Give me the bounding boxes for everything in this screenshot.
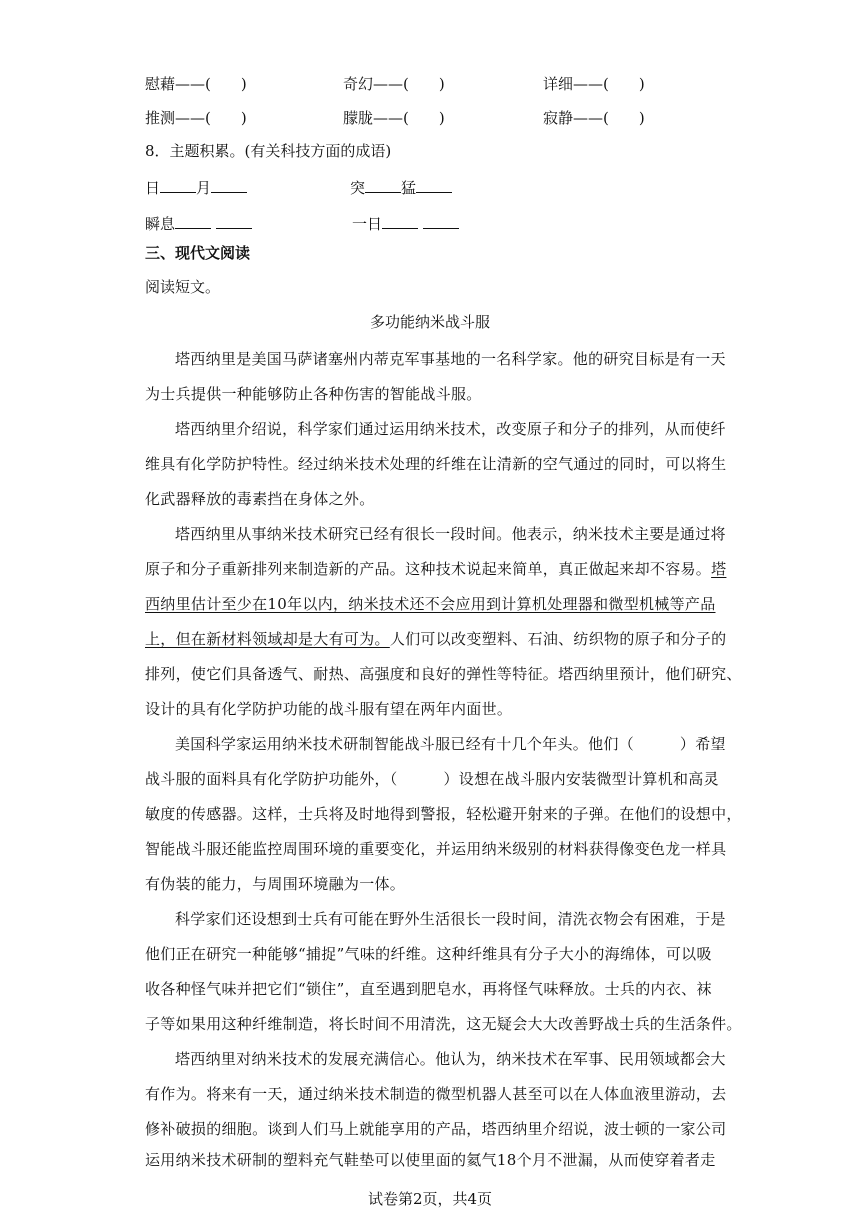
fill-blank[interactable] [160, 178, 196, 193]
idiom-char: 日 [145, 179, 161, 197]
synonym-word: 推测 [145, 109, 176, 127]
idiom-char: 猛 [401, 179, 417, 197]
passage-line: 运用纳米技术研制的塑料充气鞋垫可以使里面的氦气18个月不泄漏，从而使穿着者走 [145, 1151, 716, 1169]
synonym-word: 详细 [543, 75, 574, 93]
synonym-dash: —— [573, 75, 604, 93]
synonym-word: 慰藉 [145, 75, 176, 93]
idiom-blank-3 [145, 213, 252, 234]
passage-line: 有作为。将来有一天，通过纳米技术制造的微型机器人甚至可以在人体血液里游动，去 [145, 1085, 727, 1103]
passage-line: 为士兵提供一种能够防止各种伤害的智能战斗服。 [145, 385, 482, 403]
passage-line: 美国科学家运用纳米技术研制智能战斗服已经有十几个年头。他们（ ）希望 [175, 735, 726, 753]
passage-line: 他们正在研究一种能够“捕捉”气味的纤维。这种纤维具有分子大小的海绵体，可以吸 [145, 945, 712, 963]
passage-line: 排列，使它们具备透气、耐热、高强度和良好的弹性等特征。塔西纳里预计，他们研究、 [145, 665, 742, 683]
reading-instruction: 阅读短文。 [145, 278, 221, 296]
answer-paren[interactable]: ( ) [205, 75, 247, 93]
answer-paren[interactable]: ( ) [403, 109, 445, 127]
passage-line: 战斗服的面料具有化学防护功能外，（ ）设想在战斗服内安装微型计算机和高灵 [145, 770, 719, 788]
passage-line: 智能战斗服还能监控周围环境的重要变化，并运用纳米级别的材料获得像变色龙一样具 [145, 840, 727, 858]
idiom-blank-2 [350, 177, 452, 198]
passage-line: 塔西纳里介绍说，科学家们通过运用纳米技术，改变原子和分子的排列，从而使纤 [175, 420, 726, 438]
passage-line: 塔西纳里对纳米技术的发展充满信心。他认为，纳米技术在军事、民用领域都会大 [175, 1050, 726, 1068]
fill-blank[interactable] [365, 178, 401, 193]
synonym-dash: —— [373, 75, 404, 93]
idiom-char: 月 [196, 179, 212, 197]
synonym-dash: —— [175, 109, 206, 127]
fill-blank[interactable] [216, 214, 252, 229]
synonym-item [343, 107, 445, 128]
fill-blank[interactable] [382, 214, 418, 229]
synonym-item [543, 107, 645, 128]
idiom-blank-4 [352, 213, 459, 234]
underlined-sentence: 塔 [711, 560, 727, 578]
section-heading: 三、现代文阅读 [145, 244, 251, 262]
fill-blank[interactable] [175, 214, 211, 229]
passage-line: 塔西纳里从事纳米技术研究已经有很长一段时间。他表示，纳米技术主要是通过将 [175, 525, 726, 543]
answer-paren[interactable]: ( ) [603, 109, 645, 127]
fill-blank[interactable] [416, 178, 452, 193]
passage-text: 原子和分子重新排列来制造新的产品。这种技术说起来简单，真正做起来却不容易。 [145, 560, 712, 578]
passage-line: 塔西纳里是美国马萨诸塞州内蒂克军事基地的一名科学家。他的研究目标是有一天 [175, 350, 726, 368]
fill-blank[interactable] [211, 178, 247, 193]
synonym-word: 奇幻 [343, 75, 374, 93]
question-8: 8．主题积累。(有关科技方面的成语) [145, 142, 392, 160]
answer-paren[interactable]: ( ) [205, 109, 247, 127]
synonym-item [343, 73, 445, 94]
synonym-row-2 [0, 107, 860, 129]
synonym-item [145, 73, 247, 94]
passage-line: 设计的具有化学防护功能的战斗服有望在两年内面世。 [145, 700, 513, 718]
passage-line [145, 559, 726, 579]
idiom-char: 瞬息 [145, 215, 176, 233]
synonym-dash: —— [373, 109, 404, 127]
passage-line: 化武器释放的毒素挡在身体之外。 [145, 490, 375, 508]
synonym-item [543, 73, 645, 94]
synonym-word: 寂静 [543, 109, 574, 127]
answer-paren[interactable]: ( ) [603, 75, 645, 93]
idiom-char: 一日 [352, 215, 383, 233]
synonym-dash: —— [175, 75, 206, 93]
idiom-blank-1 [145, 177, 247, 198]
synonym-row-1 [0, 73, 860, 95]
passage-line: 子等如果用这种纤维制造，将长时间不用清洗，这无疑会大大改善野战士兵的生活条件。 [145, 1015, 742, 1033]
synonym-word: 朦胧 [343, 109, 374, 127]
passage-line: 科学家们还设想到士兵有可能在野外生活很长一段时间，清洗衣物会有困难，于是 [175, 910, 726, 928]
fill-blank[interactable] [423, 214, 459, 229]
passage-title: 多功能纳米战斗服 [369, 313, 490, 331]
synonym-dash: —— [573, 109, 604, 127]
underlined-sentence: 上，但在新材料领域却是大有可为。 [145, 630, 390, 648]
page-footer: 试卷第2页，共4页 [367, 1190, 493, 1208]
passage-line [145, 629, 726, 649]
underlined-sentence: 西纳里估计至少在10年以内，纳米技术还不会应用到计算机处理器和微型机械等产品 [145, 595, 716, 613]
synonym-item [145, 107, 247, 128]
answer-paren[interactable]: ( ) [403, 75, 445, 93]
passage-line: 收各种怪气味并把它们“锁住”，直至遇到肥皂水，再将怪气味释放。士兵的内衣、袜 [145, 980, 712, 998]
passage-line: 有伪装的能力，与周围环境融为一体。 [145, 875, 406, 893]
idiom-char: 突 [350, 179, 366, 197]
passage-line: 修补破损的细胞。谈到人们马上就能享用的产品，塔西纳里介绍说，波士顿的一家公司 [145, 1120, 727, 1138]
passage-line: 敏度的传感器。这样，士兵将及时地得到警报，轻松避开射来的子弹。在他们的设想中， [145, 805, 742, 823]
passage-text: 人们可以改变塑料、石油、纺织物的原子和分子的 [389, 630, 727, 648]
passage-line: 维具有化学防护特性。经过纳米技术处理的纤维在让清新的空气通过的同时，可以将生 [145, 455, 727, 473]
